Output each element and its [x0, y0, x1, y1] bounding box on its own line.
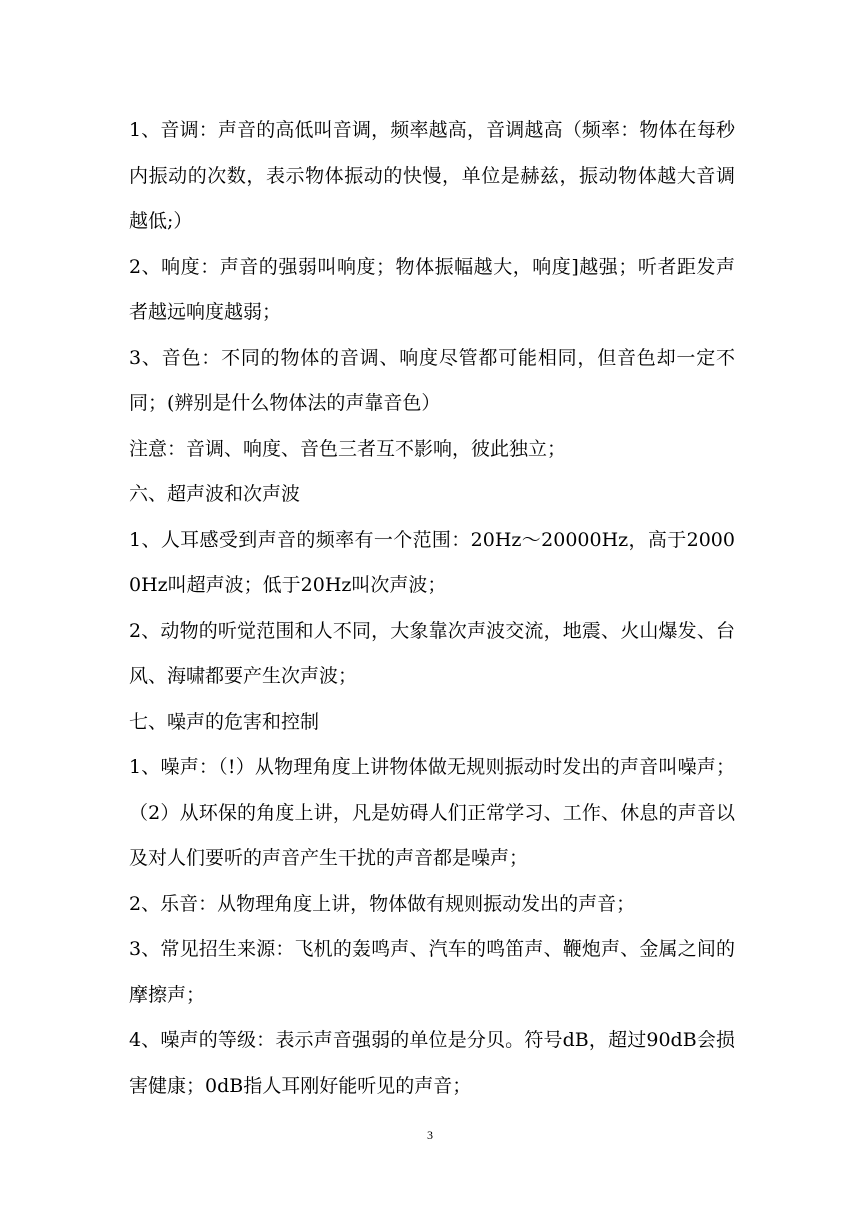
paragraph-musical-sound: 2、乐音：从物理角度上讲，物体做有规则振动发出的声音；: [129, 892, 636, 915]
paragraph-noise-levels: 4、噪声的等级：表示声音强弱的单位是分贝。符号dB，超过90dB会损害健康；0dB指人耳刚好能听见的声音；: [129, 1029, 735, 1097]
paragraph-pitch: 1、音调：声音的高低叫音调，频率越高，音调越高（频率：物体在每秒内振动的次数，表示物体振动的快慢，单位是赫兹，振动物体越大音调越低;）: [129, 119, 735, 232]
paragraph-animal-hearing: 2、动物的听觉范围和人不同，大象靠次声波交流，地震、火山爆发、台风、海啸都要产生次声波；: [129, 619, 735, 687]
paragraph-noise-sources: 3、常见招生来源：飞机的轰鸣声、汽车的鸣笛声、鞭炮声、金属之间的摩擦声；: [129, 938, 735, 1006]
section-heading-ultrasound: 六、超声波和次声波: [129, 483, 301, 505]
paragraph-frequency-range: 1、人耳感受到声音的频率有一个范围：20Hz～20000Hz，高于20000Hz叫超声波；低于20Hz叫次声波；: [129, 528, 735, 596]
paragraph-timbre: 3、音色：不同的物体的音调、响度尽管都可能相同，但音色却一定不同；(辨别是什么物体法的声靠音色）: [129, 346, 735, 414]
document-body: [129, 108, 735, 1109]
section-heading-noise: 七、噪声的危害和控制: [129, 710, 320, 733]
page-number: 3: [427, 1128, 433, 1142]
paragraph-noise-definition: 1、噪声：（!）从物理角度上讲物体做无规则振动时发出的声音叫噪声；（2）从环保的角度上讲，凡是妨碍人们正常学习、工作、休息的声音以及对人们要听的声音产生干扰的声音都是噪声；: [129, 756, 735, 869]
paragraph-note: 注意：音调、响度、音色三者互不影响，彼此独立；: [129, 437, 567, 460]
paragraph-loudness: 2、响度：声音的强弱叫响度；物体振幅越大，响度]越强；听者距发声者越远响度越弱；: [129, 255, 735, 323]
